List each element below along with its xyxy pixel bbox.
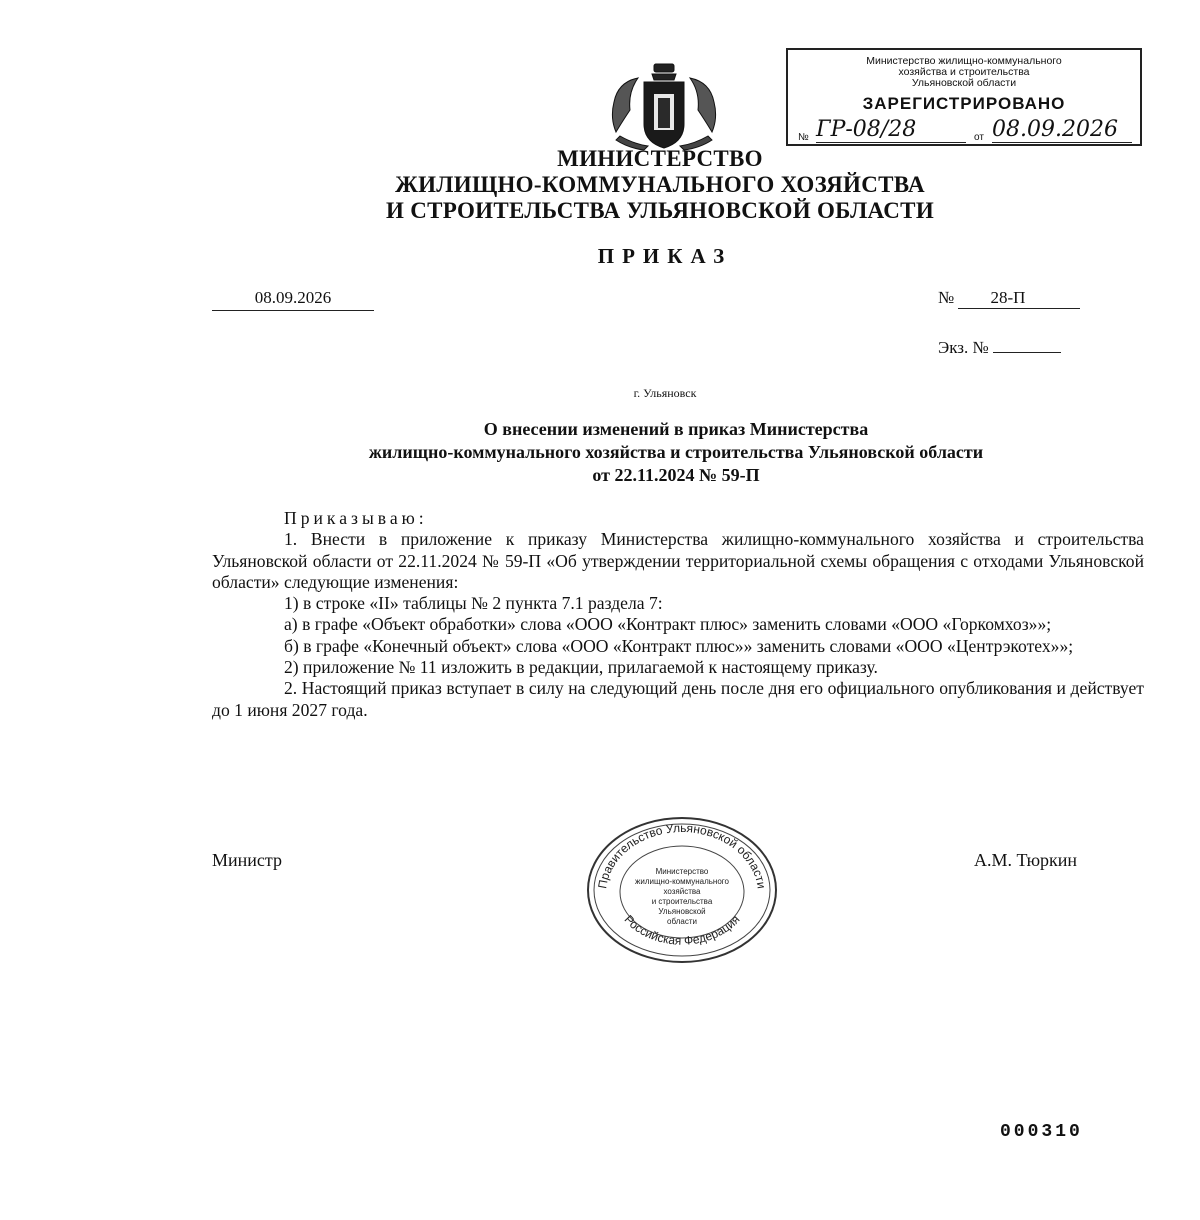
registration-org-line-3: Ульяновской области	[911, 77, 1017, 89]
ministry-heading-line-3: И СТРОИТЕЛЬСТВА УЛЬЯНОВСКОЙ ОБЛАСТИ	[385, 198, 935, 223]
paragraph-1-item-2: 2) приложение № 11 изложить в редакции, прилагаемой к настоящему приказу.	[284, 657, 878, 678]
signatory-position: Министр	[212, 850, 282, 870]
seal-center-line-1: Министерство	[655, 867, 709, 876]
paragraph-2: 2. Настоящий приказ вступает в силу на следующий день после дня его официального опубликования и действует до 1 июня 2027 года.	[212, 678, 1144, 720]
registration-stamp-details	[796, 117, 1132, 146]
registration-number: ГР-08/28	[816, 118, 966, 143]
ministry-heading	[0, 146, 1200, 224]
copy-number-label: Экз. №	[938, 338, 989, 357]
seal-center-line-2: жилищно-коммунального	[635, 877, 729, 886]
order-number-label: №	[938, 288, 955, 307]
subject-line-3: от 22.11.2024 № 59-П	[592, 465, 760, 485]
seal-center-line-5: Ульяновской	[658, 907, 706, 916]
order-subject	[0, 418, 1200, 487]
document-type-title: ПРИКАЗ	[597, 244, 733, 268]
registration-org-line-1: Министерство жилищно-коммунального	[866, 55, 1062, 67]
registration-stamp-organization	[788, 56, 1140, 89]
order-date: 08.09.2026	[212, 288, 374, 311]
subject-line-1: О внесении изменений в приказ Министерства	[483, 419, 869, 439]
ministry-heading-line-1: МИНИСТЕРСТВО	[557, 146, 763, 171]
copy-number-block	[938, 338, 1061, 358]
order-body	[212, 508, 1144, 721]
registration-date-label: от	[974, 132, 984, 143]
registration-stamp	[786, 48, 1142, 146]
seal-ring-text: Правительство Ульяновской области	[595, 820, 769, 890]
paragraph-1: 1. Внести в приложение к приказу Министерства жилищно-коммунального хозяйства и строительства Ульяновской области от 22.11.2024 № 59-П «Об утверждении территориальной схемы обращения с отходами Ульяновской области» следующие изменения:	[212, 529, 1144, 592]
seal-center-line-4: и строительства	[651, 897, 713, 906]
order-number-block	[938, 288, 1080, 309]
subject-line-2: жилищно-коммунального хозяйства и строительства Ульяновской области	[368, 442, 984, 462]
seal-center-line-6: области	[667, 917, 697, 926]
registration-stamp-title: ЗАРЕГИСТРИРОВАНО	[862, 94, 1066, 113]
signatory-name: А.М. Тюркин	[974, 850, 1078, 870]
city-label: г. Ульяновск	[633, 386, 697, 400]
paragraph-1-item-1: 1) в строке «II» таблицы № 2 пункта 7.1 раздела 7:	[284, 593, 663, 614]
paragraph-1-item-1-a: а) в графе «Объект обработки» слова «ООО «Контракт плюс» заменить словами «ООО «Горкомхоз»»;	[284, 614, 1052, 635]
order-intro: Приказываю:	[284, 508, 428, 528]
order-number: 28-П	[958, 288, 1080, 309]
ministry-heading-line-2: ЖИЛИЩНО-КОММУНАЛЬНОГО ХОЗЯЙСТВА	[395, 172, 925, 197]
registration-date: 08.09.2026	[992, 118, 1132, 143]
form-serial-number: 000310	[1000, 1122, 1083, 1142]
coat-of-arms-emblem	[608, 62, 720, 154]
paragraph-1-item-1-b: б) в графе «Конечный объект» слова «ООО «Контракт плюс»» заменить словами «ООО «Центрэкотех»»;	[284, 635, 1074, 656]
official-round-seal	[584, 814, 780, 966]
registration-org-line-2: хозяйства и строительства	[898, 66, 1030, 78]
seal-ring-bottom-text: Российская Федерация	[621, 912, 743, 948]
registration-number-label: №	[798, 132, 809, 143]
copy-number-blank	[993, 338, 1061, 353]
seal-center-line-3: хозяйства	[663, 887, 701, 896]
